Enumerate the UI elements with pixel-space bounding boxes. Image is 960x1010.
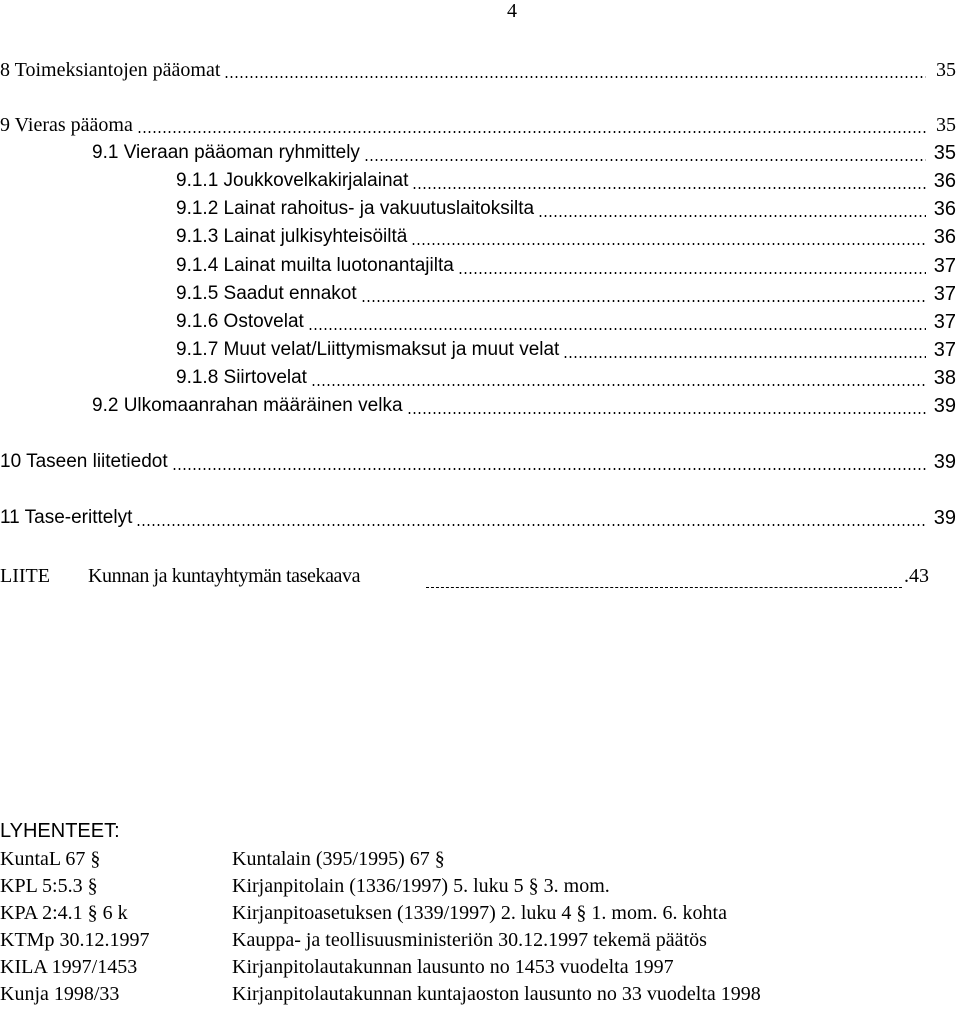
page-number: 4 (507, 0, 517, 22)
toc-entry-title: 11 Tase-erittelyt (0, 504, 134, 532)
abbreviations-heading: LYHENTEET: (0, 820, 120, 842)
toc-leader-dots (458, 272, 926, 274)
abbreviation-key: Kunja 1998/33 (0, 983, 120, 1005)
toc-entry (0, 336, 956, 364)
toc-page-number: 37 (933, 255, 956, 277)
toc-entry (0, 167, 956, 195)
toc-entry (0, 111, 956, 139)
toc-leader-dots (364, 159, 926, 161)
toc-page-number: 36 (933, 170, 956, 192)
abbreviation-value: Kauppa- ja teollisuusministeriön 30.12.1997 tekemä päätös (232, 929, 707, 951)
abbreviation-row (0, 873, 960, 899)
toc-entry-title: 9.1.4 Lainat muilta luotonantajilta (176, 252, 456, 280)
abbreviation-row (0, 846, 960, 872)
toc-leader-dots (412, 187, 926, 189)
toc-entry (0, 308, 956, 336)
abbreviation-key: KILA 1997/1453 (0, 956, 138, 978)
toc-entry (0, 280, 956, 308)
toc-entry-title: 9.1.3 Lainat julkisyhteisöiltä (176, 223, 409, 251)
toc-leader-dots (563, 356, 926, 358)
toc-entry-title: 9.1.1 Joukkovelkakirjalainat (176, 167, 410, 195)
toc-page-number: 37 (933, 339, 956, 361)
toc-page-number: 35 (933, 142, 956, 164)
toc-leader-dots (172, 468, 926, 470)
toc-entry-title: 9.1.7 Muut velat/Liittymismaksut ja muut velat (176, 336, 561, 364)
toc-entry-title: 9.2 Ulkomaanrahan määräinen velka (92, 392, 405, 420)
toc-entry-title: 9.1 Vieraan pääoman ryhmittely (92, 139, 362, 167)
toc-entry (0, 195, 956, 223)
toc-page-number: 39 (933, 395, 956, 417)
toc-leader-dots (538, 215, 926, 217)
toc-page-number: 35 (936, 59, 956, 81)
toc-entry (0, 448, 956, 476)
abbreviation-row (0, 954, 960, 980)
appendix-page: .43 (904, 565, 929, 587)
abbreviation-key: KuntaL 67 § (0, 848, 101, 870)
abbreviation-key: KPL 5:5.3 § (0, 875, 98, 897)
toc-leader-dots (407, 412, 926, 414)
toc-entry (0, 56, 956, 84)
toc-page-number: 37 (933, 311, 956, 333)
toc-page-number: 39 (933, 507, 956, 529)
toc-entry-title: 9.1.6 Ostovelat (176, 308, 306, 336)
toc-entry (0, 392, 956, 420)
toc-entry (0, 252, 956, 280)
abbreviation-row (0, 981, 960, 1007)
abbreviation-value: Kirjanpitolain (1336/1997) 5. luku 5 § 3. mom. (232, 875, 610, 897)
toc-leader-dots (224, 76, 926, 78)
toc-leader-dots (137, 131, 926, 133)
toc-page-number: 37 (933, 283, 956, 305)
toc-entry-title: 8 Toimeksiantojen pääomat (0, 56, 222, 84)
toc-entry-title: 9 Vieras pääoma (0, 111, 135, 139)
toc-leader-dots (411, 243, 926, 245)
abbreviation-key: KTMp 30.12.1997 (0, 929, 150, 951)
toc-page-number: 39 (933, 451, 956, 473)
toc-page-number: 36 (933, 226, 956, 248)
abbreviation-key: KPA 2:4.1 § 6 k (0, 902, 128, 924)
abbreviation-value: Kirjanpitolautakunnan kuntajaoston lausunto no 33 vuodelta 1998 (232, 983, 761, 1005)
toc-entry-title: 9.1.8 Siirtovelat (176, 364, 309, 392)
toc-page-number: 36 (933, 198, 956, 220)
toc-leader-dots (311, 384, 926, 386)
toc-entry (0, 504, 956, 532)
toc-entry (0, 364, 956, 392)
abbreviation-row (0, 900, 960, 926)
abbreviation-value: Kuntalain (395/1995) 67 § (232, 848, 445, 870)
toc-leader-dots (136, 524, 926, 526)
toc-page-number: 35 (936, 114, 956, 136)
toc-entry-title: 10 Taseen liitetiedot (0, 448, 170, 476)
toc-entry (0, 139, 956, 167)
toc-entry-title: 9.1.2 Lainat rahoitus- ja vakuutuslaitoksilta (176, 195, 536, 223)
toc-entry-title: 9.1.5 Saadut ennakot (176, 280, 359, 308)
appendix-row (0, 562, 960, 592)
toc-leader-dots (361, 300, 926, 302)
abbreviation-value: Kirjanpitoasetuksen (1339/1997) 2. luku 4 § 1. mom. 6. kohta (232, 902, 727, 924)
toc-leader-dots (308, 328, 926, 330)
appendix-title: Kunnan ja kuntayhtymän tasekaava (88, 565, 361, 587)
abbreviation-row (0, 927, 960, 953)
abbreviation-value: Kirjanpitolautakunnan lausunto no 1453 vuodelta 1997 (232, 956, 674, 978)
toc-entry (0, 223, 956, 251)
appendix-label: LIITE (0, 565, 50, 587)
appendix-leader (426, 586, 902, 588)
toc-page-number: 38 (933, 367, 956, 389)
